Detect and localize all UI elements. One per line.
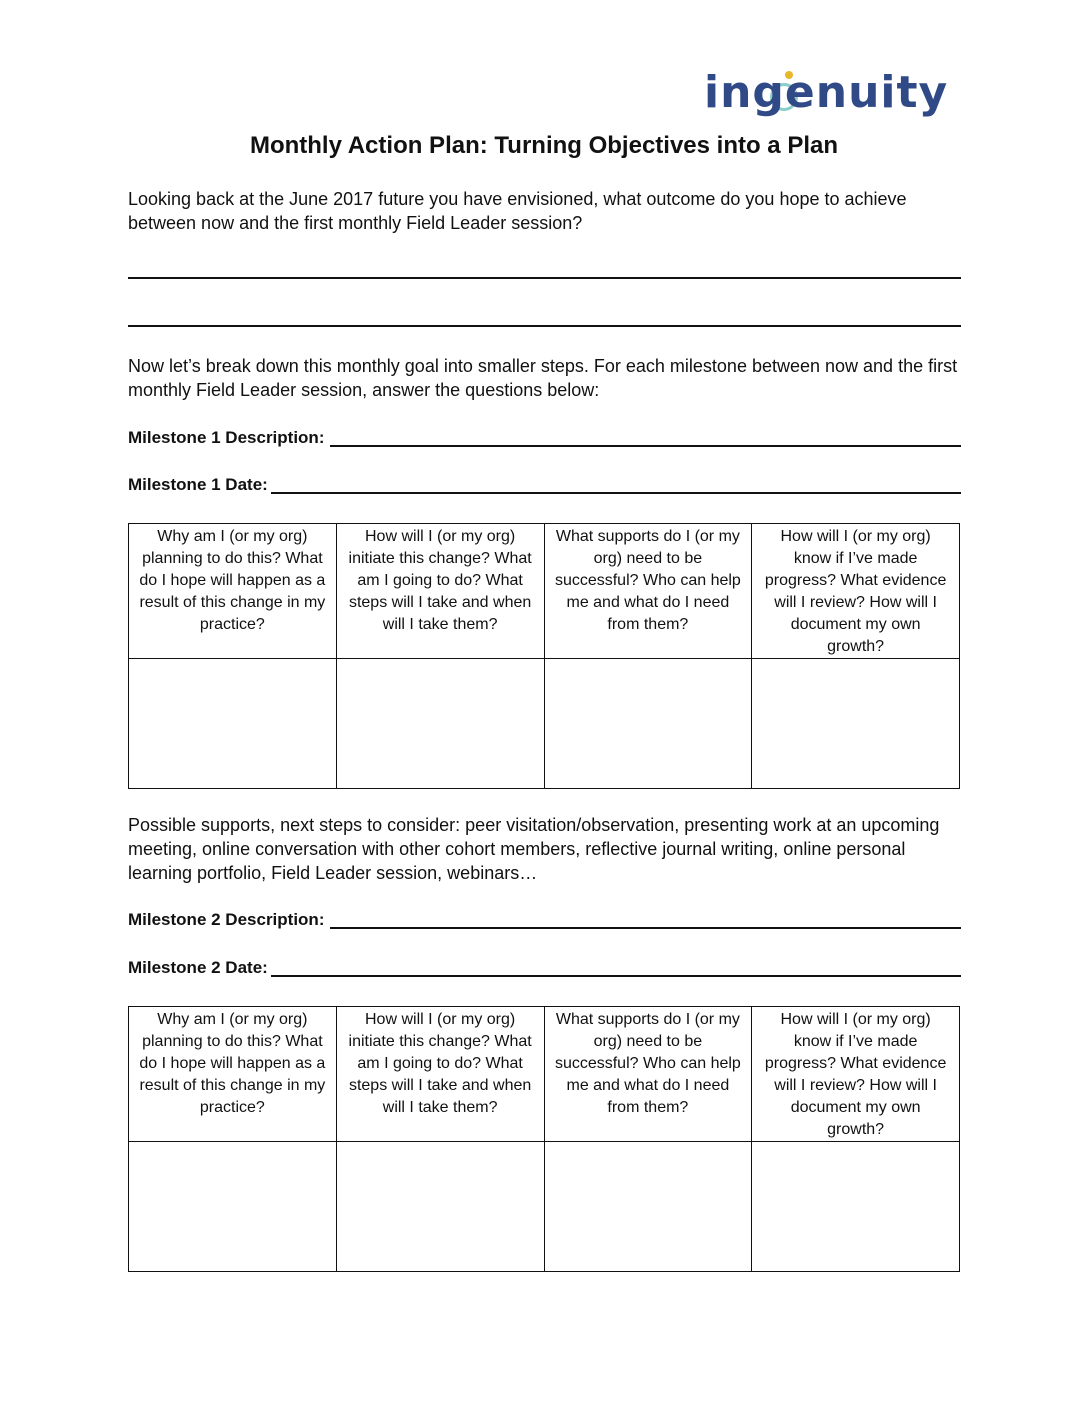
header-how: How will I (or my org) initiate this change? What am I going to do? What steps will I take and when will I take them? <box>336 524 544 659</box>
header-supports: What supports do I (or my org) need to be successful? Who can help me and what do I need from them? <box>544 1007 752 1142</box>
header-why: Why am I (or my org) planning to do this? What do I hope will happen as a result of this change in my practice? <box>129 524 337 659</box>
milestone-1-description-line[interactable] <box>330 445 961 447</box>
milestone-1-date-line[interactable] <box>271 492 961 494</box>
response-cell-how[interactable] <box>336 1142 544 1272</box>
milestone-2-plan-table <box>128 1006 960 1272</box>
milestone-2-date-label: Milestone 2 Date: <box>128 958 268 977</box>
response-cell-supports[interactable] <box>544 1142 752 1272</box>
table-header-row <box>129 1007 960 1142</box>
response-cell-why[interactable] <box>129 659 337 789</box>
milestone-1-date-label: Milestone 1 Date: <box>128 475 268 494</box>
milestone-2-description-line[interactable] <box>330 927 961 929</box>
table-response-row <box>129 659 960 789</box>
table-header-row <box>129 524 960 659</box>
response-cell-supports[interactable] <box>544 659 752 789</box>
response-cell-why[interactable] <box>129 1142 337 1272</box>
milestone-1-plan-table <box>128 523 960 789</box>
header-progress: How will I (or my org) know if I’ve made progress? What evidence will I review? How will I document my own growth? <box>752 524 960 659</box>
possible-supports-text: Possible supports, next steps to consider: peer visitation/observation, presenting work at an upcoming meeting, online conversation with other cohort members, reflective journal writing, online personal learning portfolio, Field Leader session, webinars… <box>128 815 940 883</box>
header-how: How will I (or my org) initiate this change? What am I going to do? What steps will I take and when will I take them? <box>336 1007 544 1142</box>
milestone-1-description-label: Milestone 1 Description: <box>128 428 325 447</box>
answer-line-2[interactable] <box>128 325 961 327</box>
header-progress: How will I (or my org) know if I’ve made progress? What evidence will I review? How will I document my own growth? <box>752 1007 960 1142</box>
answer-line-1[interactable] <box>128 277 961 279</box>
table-response-row <box>129 1142 960 1272</box>
milestone-2-description-label: Milestone 2 Description: <box>128 910 325 929</box>
breakdown-instructions: Now let’s break down this monthly goal into smaller steps. For each milestone between now and the first monthly Field Leader session, answer the questions below: <box>128 356 958 400</box>
response-cell-progress[interactable] <box>752 1142 960 1272</box>
header-why: Why am I (or my org) planning to do this? What do I hope will happen as a result of this change in my practice? <box>129 1007 337 1142</box>
header-supports: What supports do I (or my org) need to be successful? Who can help me and what do I need from them? <box>544 524 752 659</box>
response-cell-how[interactable] <box>336 659 544 789</box>
logo-text: ingenuity <box>704 67 949 118</box>
milestone-2-date-line[interactable] <box>271 975 961 977</box>
page-title: Monthly Action Plan: Turning Objectives into a Plan <box>249 132 839 159</box>
ingenuity-logo <box>704 66 972 120</box>
response-cell-progress[interactable] <box>752 659 960 789</box>
intro-question: Looking back at the June 2017 future you have envisioned, what outcome do you hope to achieve between now and the first monthly Field Leader session? <box>128 189 907 233</box>
